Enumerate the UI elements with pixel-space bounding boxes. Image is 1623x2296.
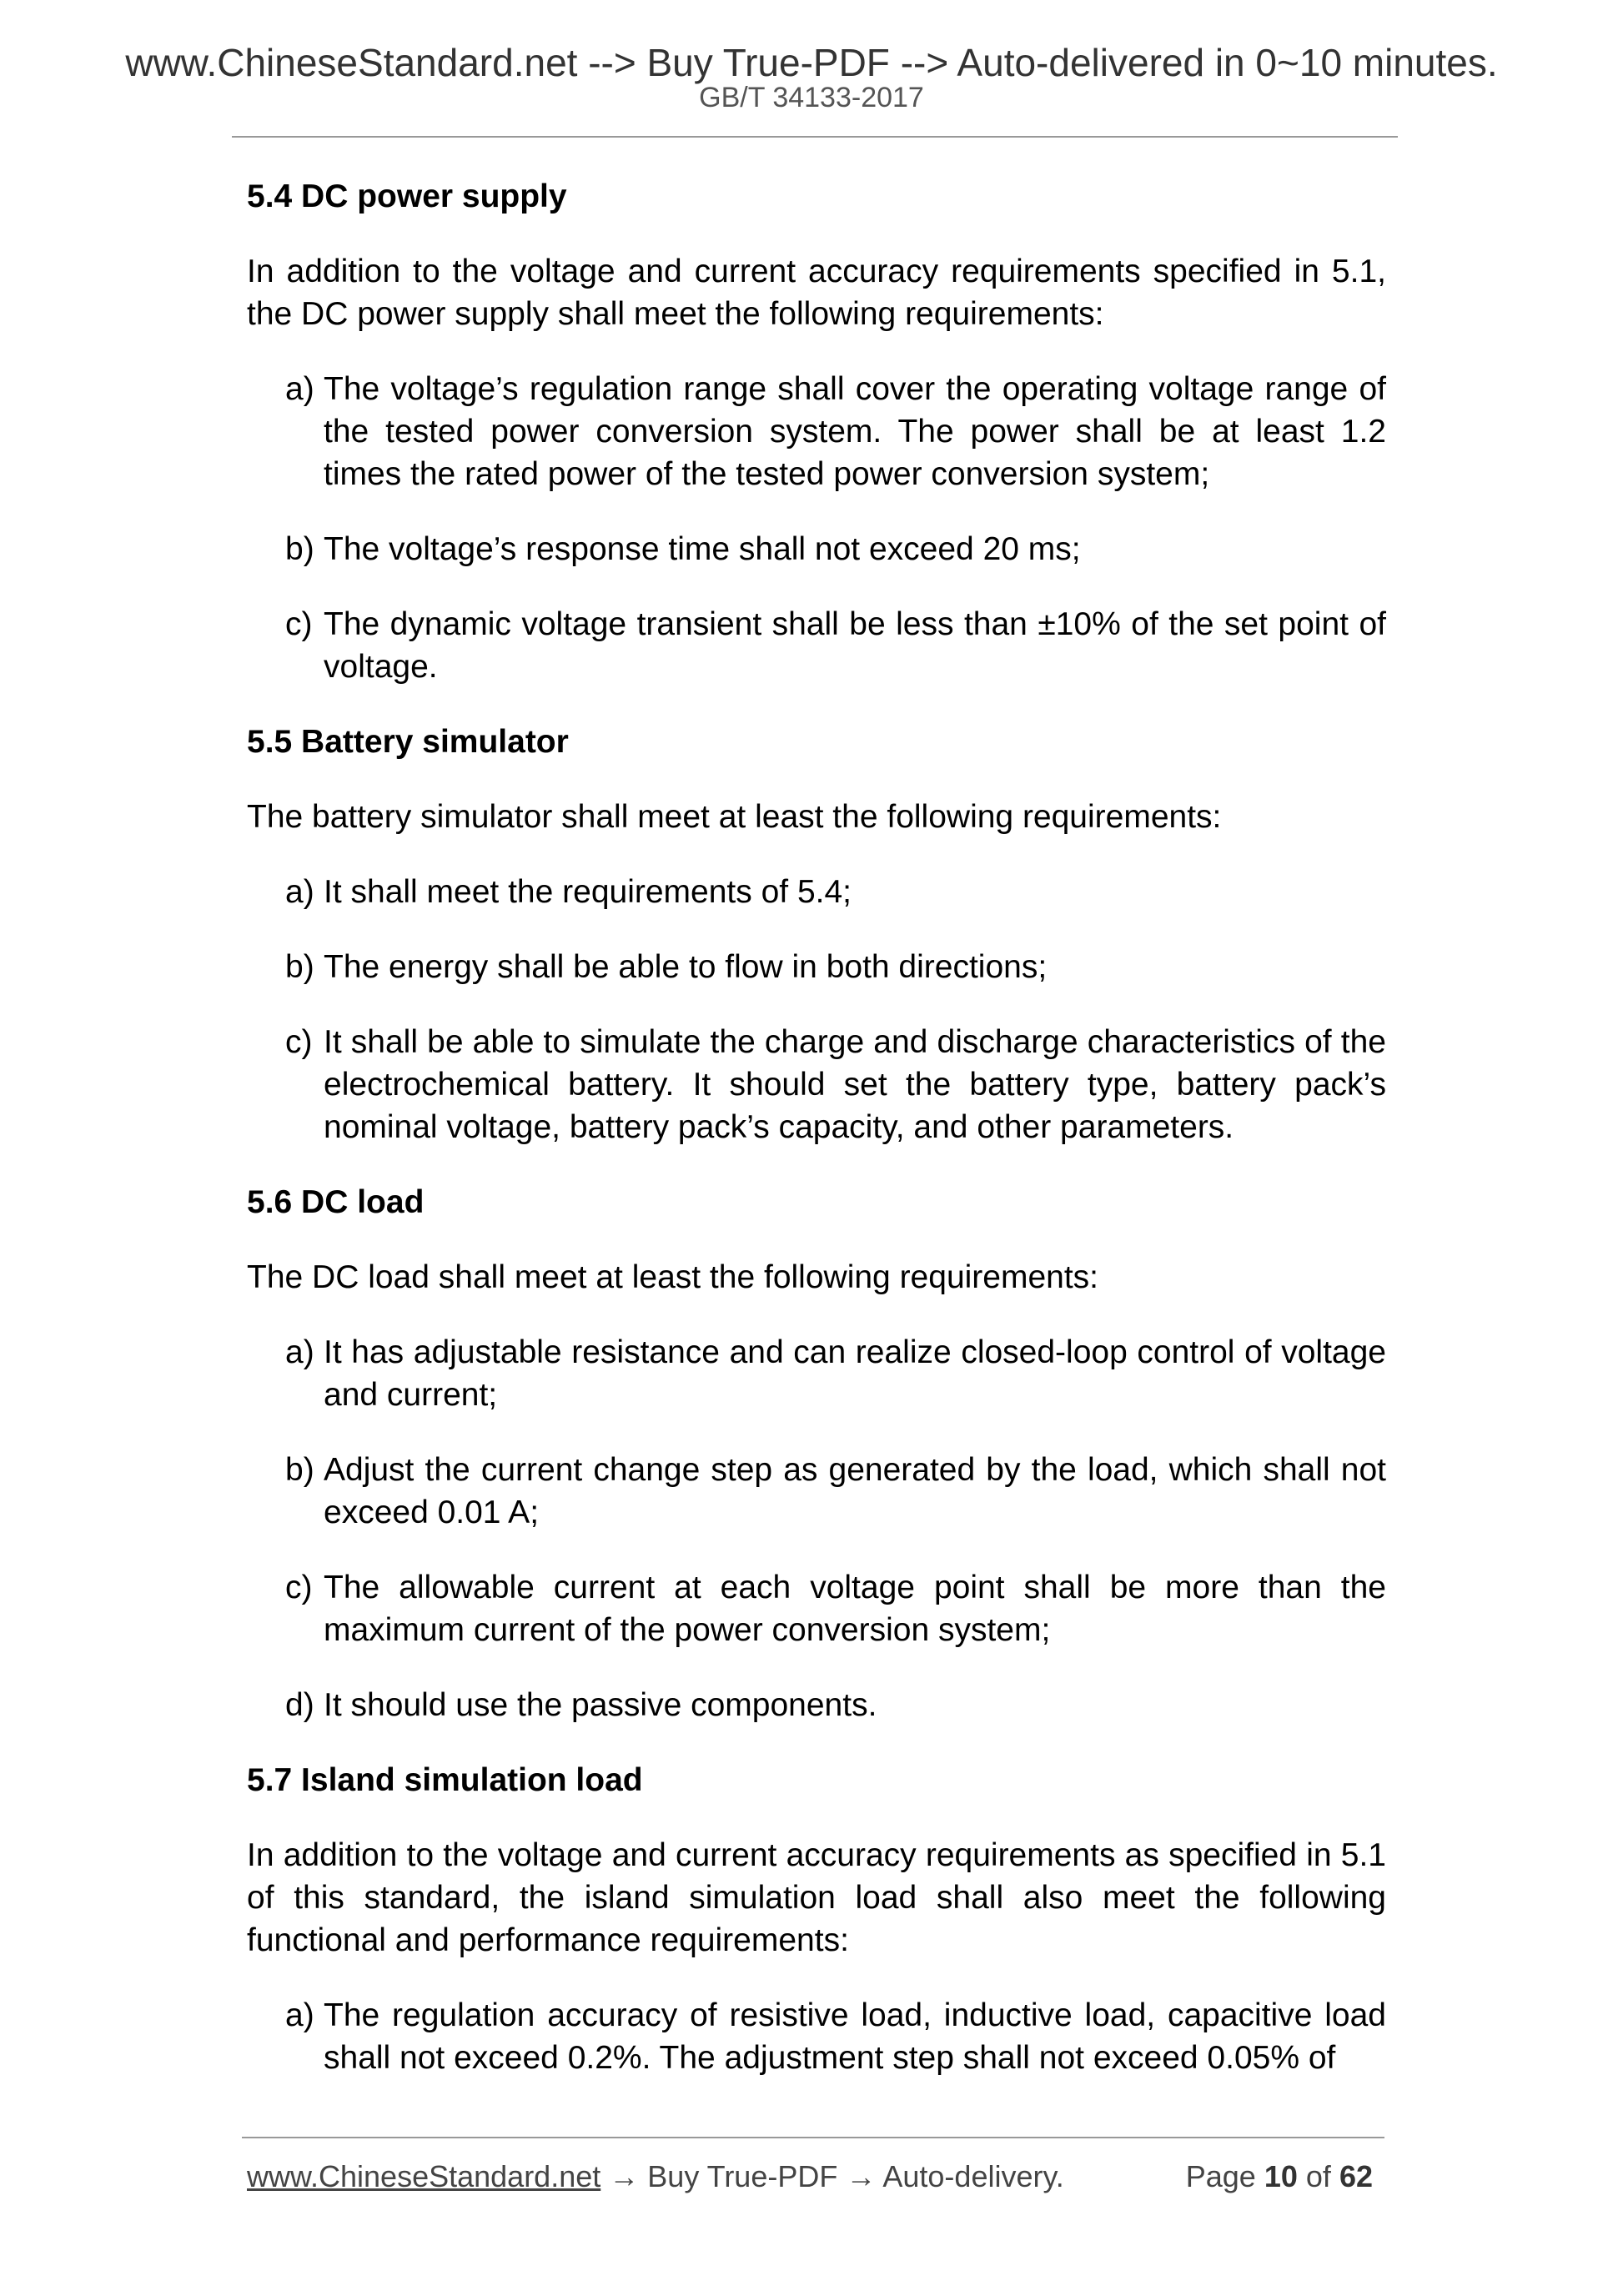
list-item-text: The energy shall be able to flow in both directions;	[324, 949, 1048, 985]
header-banner: www.ChineseStandard.net --> Buy True-PDF --> Auto-delivered in 0~10 minutes.	[125, 41, 1498, 84]
footer-buy-text: Buy True-PDF	[647, 2159, 838, 2193]
page-number: 10	[1264, 2159, 1298, 2193]
list-item	[285, 1994, 1386, 2079]
section-heading-5-6: 5.6 DC load	[247, 1184, 425, 1220]
list-item	[285, 1021, 1386, 1148]
page-label: Page	[1185, 2159, 1256, 2193]
page-indicator	[1185, 2159, 1373, 2193]
list-item	[285, 368, 1386, 495]
arrow-right-icon: →	[846, 2159, 877, 2193]
list-item-text: The dynamic voltage transient shall be less than ±10% of the set point of voltage.	[324, 606, 1386, 685]
requirements-list	[247, 871, 1386, 1148]
list-item-text: The regulation accuracy of resistive load, inductive load, capacitive load shall not exceed 0.2%. The adjustment step shall not exceed 0.05% of	[324, 1997, 1386, 2076]
requirements-list	[247, 1994, 1386, 2079]
standard-code: GB/T 34133-2017	[699, 82, 924, 113]
list-item-text: Adjust the current change step as generated by the load, which shall not exceed 0.01 A;	[324, 1452, 1386, 1530]
list-item	[285, 603, 1386, 688]
list-item	[285, 946, 1386, 988]
footer-divider	[242, 2137, 1384, 2138]
list-marker: c)	[285, 606, 313, 642]
arrow-right-icon: →	[609, 2159, 640, 2193]
document-body	[247, 175, 1386, 2112]
list-marker: b)	[285, 949, 314, 985]
list-item	[285, 1684, 1386, 1726]
list-marker: c)	[285, 1570, 313, 1605]
list-item-text: It shall meet the requirements of 5.4;	[324, 874, 852, 910]
section-heading-5-4: 5.4 DC power supply	[247, 178, 567, 214]
list-item	[285, 1566, 1386, 1651]
footer-delivery-text: Auto-delivery.	[882, 2159, 1064, 2193]
page-footer	[247, 2159, 1386, 2193]
list-item	[285, 871, 1386, 913]
list-marker: a)	[285, 1997, 314, 2033]
list-item-text: It shall be able to simulate the charge and discharge characteristics of the electrochemical battery. It should set the battery type, battery pack’s nominal voltage, battery pack’s capacity, and other parameters.	[324, 1024, 1386, 1145]
list-marker: b)	[285, 1452, 314, 1488]
list-item-text: It should use the passive components.	[324, 1687, 877, 1723]
list-item	[285, 1331, 1386, 1416]
section-intro: The battery simulator shall meet at least the following requirements:	[247, 799, 1222, 835]
total-pages: 62	[1339, 2159, 1373, 2193]
header-divider	[232, 136, 1398, 138]
of-label: of	[1305, 2159, 1331, 2193]
list-marker: a)	[285, 1334, 314, 1370]
list-marker: a)	[285, 371, 314, 407]
list-marker: b)	[285, 531, 314, 567]
list-marker: d)	[285, 1687, 314, 1723]
list-marker: a)	[285, 874, 314, 910]
section-intro: The DC load shall meet at least the following requirements:	[247, 1259, 1099, 1295]
section-heading-5-7: 5.7 Island simulation load	[247, 1762, 643, 1798]
section-intro: In addition to the voltage and current accuracy requirements specified in 5.1, the DC power supply shall meet the following requirements:	[247, 254, 1386, 332]
footer-link[interactable]: www.ChineseStandard.net	[247, 2159, 601, 2193]
list-item-text: The voltage’s response time shall not exceed 20 ms;	[324, 531, 1081, 567]
list-item-text: The voltage’s regulation range shall cover the operating voltage range of the tested power conversion system. The power shall be at least 1.2 times the rated power of the tested power conversion system;	[324, 371, 1386, 492]
requirements-list	[247, 368, 1386, 688]
list-item	[285, 528, 1386, 570]
requirements-list	[247, 1331, 1386, 1726]
section-intro: In addition to the voltage and current accuracy requirements as specified in 5.1 of this standard, the island simulation load shall also meet the following functional and performance requirements:	[247, 1837, 1386, 1958]
list-item-text: The allowable current at each voltage point shall be more than the maximum current of the power conversion system;	[324, 1570, 1386, 1648]
list-item	[285, 1449, 1386, 1534]
list-marker: c)	[285, 1024, 313, 1060]
section-heading-5-5: 5.5 Battery simulator	[247, 724, 569, 760]
list-item-text: It has adjustable resistance and can realize closed-loop control of voltage and current;	[324, 1334, 1386, 1413]
